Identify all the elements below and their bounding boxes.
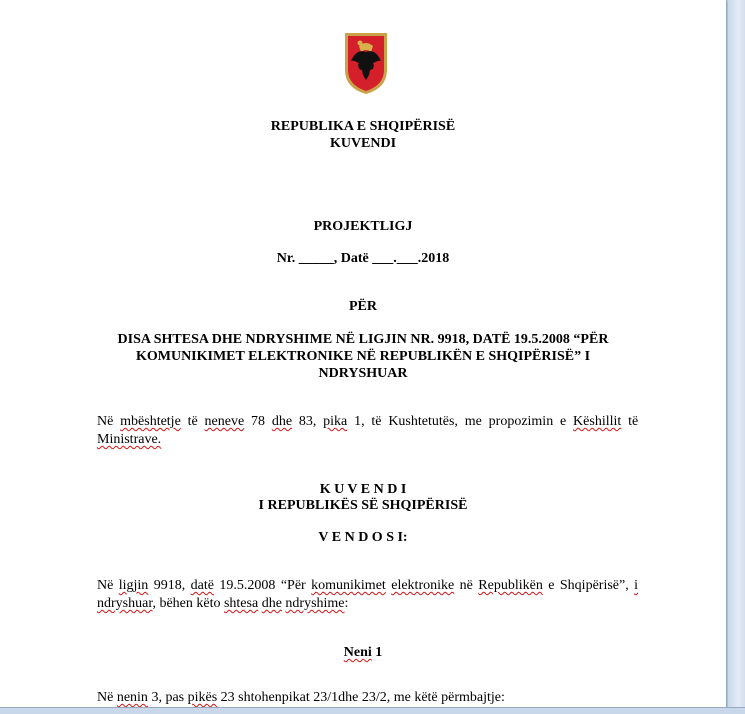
word: 9918, (153, 578, 186, 593)
word: pikës (187, 690, 218, 705)
decides-heading: V E N D O S I: (318, 530, 408, 545)
intro-line-1 (97, 577, 638, 595)
for-label: PËR (349, 299, 377, 314)
assembly-heading: K U V E N D I (319, 482, 407, 497)
word: Neni (343, 645, 372, 660)
word: 19.5.2008 (219, 578, 276, 593)
word: propozimin (488, 414, 554, 429)
word: 23 shtohenpikat 23/1dhe 23/2, me këtë përmbajtje: (217, 690, 505, 705)
word: Shqipërisë”, (559, 578, 629, 593)
word: ndryshuar (97, 596, 153, 611)
word: ligjin (118, 578, 149, 593)
word: “Për (280, 578, 306, 593)
word: shtesa (223, 596, 259, 611)
word: 1, (354, 414, 365, 429)
word: Republikën (478, 578, 543, 593)
vertical-scroll-area[interactable] (728, 0, 745, 713)
word: : (344, 596, 349, 611)
word: Në (97, 690, 117, 705)
title-line-1: DISA SHTESA DHE NDRYSHIME NË LIGJIN NR. 9918, DATË 19.5.2008 “PËR (117, 332, 609, 347)
preamble-line-2 (97, 431, 638, 449)
word: i (634, 578, 639, 593)
intro-line-2 (97, 595, 638, 613)
word: Në (97, 414, 114, 429)
doc-type: PROJEKTLIGJ (313, 219, 413, 234)
word: të (628, 414, 639, 429)
preamble-paragraph (97, 413, 638, 449)
title-line-3: NDRYSHUAR (318, 366, 408, 381)
word: Kushtetutës, (388, 414, 458, 429)
header-assembly: KUVENDI (329, 136, 397, 151)
word: e (560, 414, 567, 429)
word: ndryshime (285, 596, 345, 611)
word: nenin (116, 690, 148, 705)
word: e (548, 578, 555, 593)
word: Këshillit (573, 414, 622, 429)
preamble-line-1 (97, 413, 638, 431)
word: me (464, 414, 482, 429)
article-heading (0, 644, 726, 661)
assembly-subheading: I REPUBLIKËS SË SHQIPËRISË (258, 498, 468, 513)
word: dhe (271, 414, 293, 429)
word: elektronike (391, 578, 455, 593)
word: Ministrave. (97, 432, 162, 447)
title-line-2: KOMUNIKIMET ELEKTRONIKE NË REPUBLIKËN E SHQIPËRISË” I (135, 349, 591, 364)
word: në (459, 578, 473, 593)
word: 78 (251, 414, 265, 429)
word: 83, (298, 414, 317, 429)
intro-paragraph (97, 577, 638, 613)
header-republic: REPUBLIKA E SHQIPËRISË (270, 119, 456, 134)
word: neneve (204, 414, 245, 429)
article-text (97, 689, 638, 707)
word: komunikimet (311, 578, 386, 593)
word: mbështetje (120, 414, 181, 429)
word: të (371, 414, 382, 429)
word: , bëhen këto (152, 596, 224, 611)
albanian-emblem-icon (342, 30, 390, 96)
word: pika (323, 414, 348, 429)
word: datë (190, 578, 214, 593)
word: Në (97, 578, 114, 593)
word: dhe (261, 596, 282, 611)
word: 3, pas (147, 690, 188, 705)
word: 1 (371, 645, 383, 660)
word: të (187, 414, 198, 429)
number-date-line: Nr. _____, Datë ___.___.2018 (276, 251, 450, 266)
